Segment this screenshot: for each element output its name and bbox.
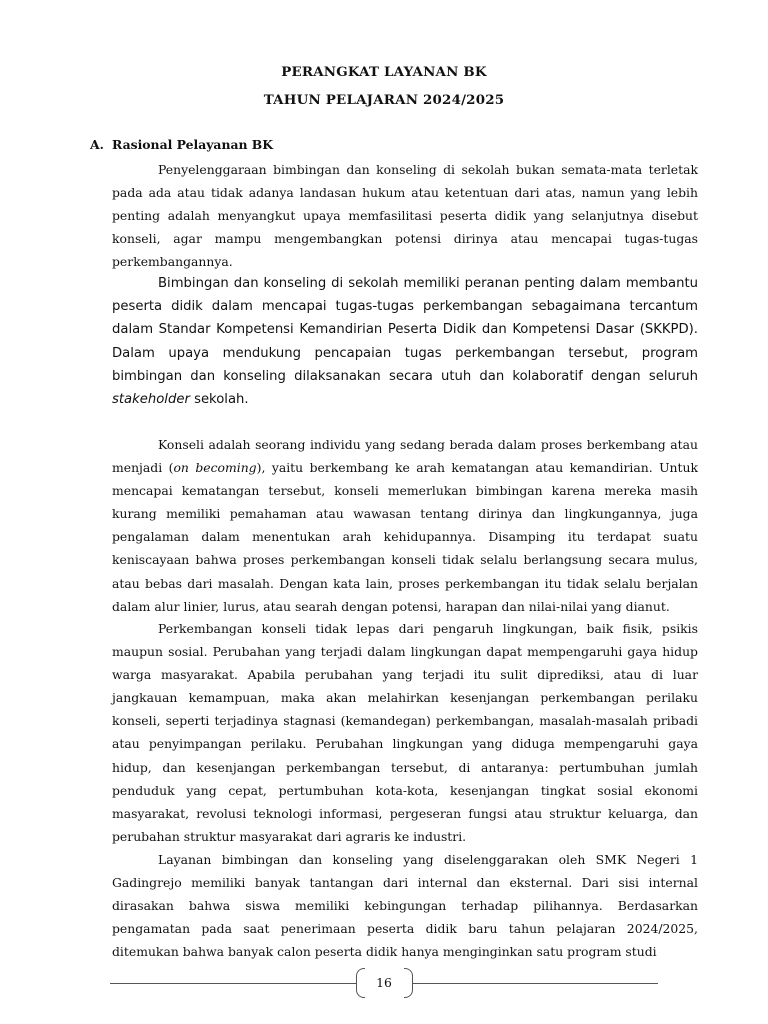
footer-rule-left xyxy=(110,983,356,984)
paragraph: Perkembangan konseli tidak lepas dari pengaruh lingkungan, baik fisik, psikis maupun sosial. Perubahan yang terjadi dalam lingkungan dapat mempengaruhi gaya hidup warga masyarakat. Apabila perubahan yang terjadi itu sulit diprediksi, atau di luar jangkauan kemampuan, maka akan melahirkan kesenjangan perkembangan perilaku konseli, seperti terjadinya stagnasi (kemandegan) perkembangan, masalah-masalah pribadi atau penyimpangan perilaku. Perubahan lingkungan yang diduga mempengaruhi gaya hidup, dan kesenjangan perkembangan tersebut, di antaranya: pertumbuhan jumlah penduduk yang cepat, pertumbuhan kota-kota, kesenjangan tingkat sosial ekonomi masyarakat, revolusi teknologi informasi, pergeseran fungsi atau struktur keluarga, dan perubahan struktur masyarakat dari agraris ke industri. xyxy=(112,621,698,844)
section-letter: A. xyxy=(90,137,104,152)
paragraph: Penyelenggaraan bimbingan dan konseling di sekolah bukan semata-mata terletak pada ada atau tidak adanya landasan hukum atau ketentuan dari atas, namun yang lebih penting adalah menyangkut upaya memfasilitasi peserta didik yang selanjutnya disebut konseli, agar mampu mengembangkan potensi dirinya atau mencapai tugas-tugas perkembangannya. xyxy=(112,162,698,270)
paragraph: Bimbingan dan konseling di sekolah memiliki peranan penting dalam membantu peserta didik dalam mencapai tugas-tugas perkembangan sebagaimana tercantum dalam Standar Kompetensi Kemandirian Peserta Didik dan Kompetensi Dasar (SKKPD). Dalam upaya mendukung pencapaian tugas perkembangan tersebut, program bimbingan dan konseling dilaksanakan secara utuh dan kolaboratif dengan seluruh stakeholder sekolah. xyxy=(112,276,698,408)
page-footer xyxy=(110,968,658,998)
document-title: PERANGKAT LAYANAN BK xyxy=(281,64,487,80)
paragraph: Layanan bimbingan dan konseling yang diselenggarakan oleh SMK Negeri 1 Gadingrejo memiliki banyak tantangan dari internal dan eksternal. Dari sisi internal dirasakan bahwa siswa memiliki kebingungan terhadap pilihannya. Berdasarkan pengamatan pada saat penerimaan peserta didik baru tahun pelajaran 2024/2025, ditemukan bahwa banyak calon peserta didik hanya menginginkan satu program studi xyxy=(112,852,698,960)
page-number: 16 xyxy=(376,975,392,990)
emphasis-text: on becoming xyxy=(173,460,257,476)
paragraph: Konseli adalah seorang individu yang sedang berada dalam proses berkembang atau menjadi (on becoming), yaitu berkembang ke arah kematangan atau kemandirian. Untuk mencapai kematangan tersebut, konseli memerlukan bimbingan karena mereka masih kurang memiliki pemahaman atau wawasan tentang dirinya dan lingkungannya, juga pengalaman dalam menentukan arah kehidupannya. Disamping itu terdapat suatu keniscayaan bahwa proses perkembangan konseli tidak selalu berlangsung secara mulus, atau bebas dari masalah. Dengan kata lain, proses perkembangan itu tidak selalu berjalan dalam alur linier, lurus, atau searah dengan potensi, harapan dan nilai-nilai yang dianut. xyxy=(112,437,698,614)
section-title: Rasional Pelayanan BK xyxy=(112,137,274,152)
document-subtitle: TAHUN PELAJARAN 2024/2025 xyxy=(263,92,505,108)
footer-rule-right xyxy=(412,983,658,984)
emphasis-text: stakeholder xyxy=(112,392,190,408)
section-heading xyxy=(90,137,273,152)
